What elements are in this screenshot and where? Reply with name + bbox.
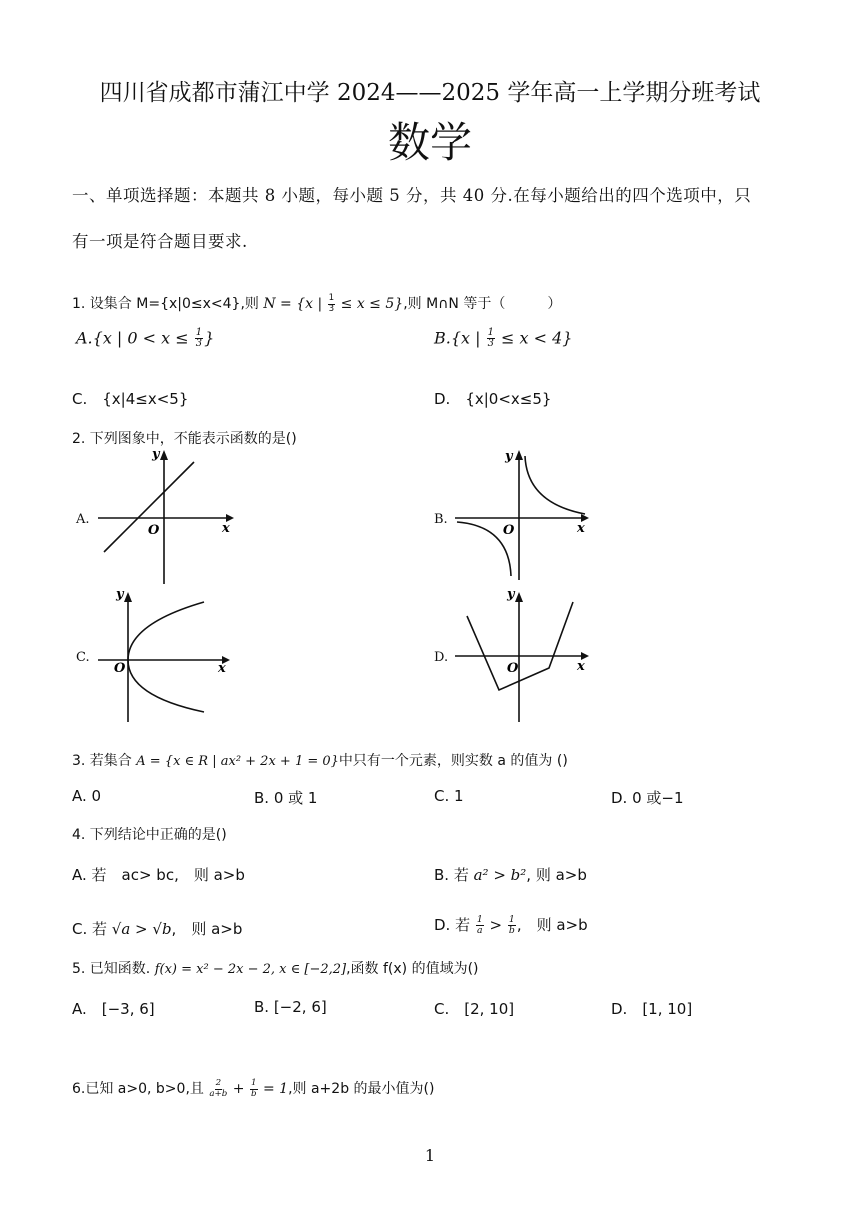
q2-option-d-label: D. xyxy=(434,650,449,665)
q3-option-a: A. 0 xyxy=(72,787,102,805)
q2-graph-b xyxy=(455,448,595,588)
q6-frac2 xyxy=(250,1079,258,1098)
graph-c-origin: O xyxy=(114,661,126,676)
question-3-stem xyxy=(72,750,568,770)
graph-b-y-label: y xyxy=(505,449,513,464)
q4-d-den2: b xyxy=(508,925,515,936)
question-4-stem: 4. 下列结论中正确的是() xyxy=(72,827,227,843)
q3-stem-math: A = {x ∈ R | ax² + 2x + 1 = 0} xyxy=(136,754,339,769)
q6-den1: a+b xyxy=(209,1088,228,1099)
q2-graph-d xyxy=(455,586,595,726)
graph-b-x-label: x xyxy=(577,521,585,536)
q1-option-b xyxy=(434,328,572,350)
q4-d-num1: 1 xyxy=(476,914,483,926)
q4-option-d-frac1 xyxy=(476,915,484,936)
q1-option-c: C. {x|4≤x<5} xyxy=(72,390,189,408)
q2-graph-c xyxy=(98,586,238,726)
q6-eq: = 1 xyxy=(258,1081,289,1097)
q4-d-den1: a xyxy=(477,925,483,936)
q1-option-a-left: A.{x | 0 < x ≤ xyxy=(76,328,194,348)
q5-stem-math: f(x) = x² − 2x − 2, x ∈ [−2,2] xyxy=(154,962,347,977)
q4-option-c-right: , 则 a>b xyxy=(171,920,243,938)
q4-d-gt: > xyxy=(484,916,507,934)
exam-title: 四川省成都市蒲江中学 2024——2025 学年高一上学期分班考试 xyxy=(99,80,761,106)
q4-option-b-right: , 则 a>b xyxy=(526,866,587,884)
q4-option-b-left: B. 若 xyxy=(434,866,474,884)
q1-frac-num: 1 xyxy=(328,293,335,304)
q3-option-c: C. 1 xyxy=(434,787,464,805)
q6-den2: b xyxy=(250,1088,257,1099)
graph-a-y-arrow xyxy=(160,450,168,460)
q3-stem-left: 3. 若集合 xyxy=(72,753,137,769)
graph-d-y-arrow xyxy=(515,592,523,602)
q1-option-b-right: ≤ x < 4} xyxy=(495,328,573,348)
q1-option-b-left: B.{x | xyxy=(434,328,486,348)
q1-n-set-left: N = {x | xyxy=(263,296,327,312)
graph-a-origin: O xyxy=(148,523,160,538)
q5-stem-right: ,函数 f(x) 的值域为() xyxy=(346,961,479,977)
graph-c-parabola xyxy=(128,602,204,712)
q4-option-d-left: D. 若 xyxy=(434,916,475,934)
q6-plus: + xyxy=(228,1081,249,1097)
question-5-stem xyxy=(72,958,479,978)
graph-b-upper-branch xyxy=(525,456,585,514)
q6-stem-right: ,则 a+2b 的最小值为() xyxy=(288,1081,435,1097)
q3-option-d: D. 0 或−1 xyxy=(611,789,684,807)
graph-d-y-label: y xyxy=(507,587,515,602)
q2-graph-a xyxy=(98,448,238,588)
q1-option-a-fraction xyxy=(195,328,203,350)
graph-d-origin: O xyxy=(507,661,519,676)
q4-option-d-right: , 则 a>b xyxy=(516,916,588,934)
question-2-stem: 2. 下列图象中，不能表示函数的是() xyxy=(72,431,297,447)
graph-b-origin: O xyxy=(503,523,515,538)
q4-option-b xyxy=(434,864,587,885)
q1-n-set-right: ≤ x ≤ 5} xyxy=(336,296,404,312)
page-number: 1 xyxy=(424,1146,436,1165)
graph-a-y-label: y xyxy=(152,447,160,462)
q2-option-b-label: B. xyxy=(434,512,448,527)
q3-stem-right: 中只有一个元素，则实数 a 的值为 () xyxy=(338,753,568,769)
q1-suffix: ,则 M∩N 等于（ ） xyxy=(403,296,562,312)
q6-frac1 xyxy=(209,1079,227,1098)
q1-option-b-fraction xyxy=(487,328,495,350)
q1-prefix: 1. 设集合 M={x|0≤x<4},则 xyxy=(72,296,264,312)
section-instructions-line1: 一、单项选择题：本题共 8 小题，每小题 5 分，共 40 分.在每小题给出的四个选项中，只 xyxy=(72,186,752,205)
q4-d-num2: 1 xyxy=(508,914,515,926)
q4-option-d xyxy=(434,914,588,936)
q1-option-d: D. {x|0<x≤5} xyxy=(434,390,552,408)
q5-stem-left: 5. 已知函数. xyxy=(72,961,155,977)
q1-a-frac-den: 3 xyxy=(195,338,203,350)
graph-c-y-arrow xyxy=(124,592,132,602)
q4-option-c xyxy=(72,918,242,939)
q5-option-c: C. [2, 10] xyxy=(434,1000,515,1018)
q1-a-frac-num: 1 xyxy=(195,327,203,338)
subject-title: 数学 xyxy=(387,118,472,167)
section-instructions-line2: 有一项是符合题目要求. xyxy=(72,232,248,251)
q4-option-a: A. 若 ac> bc, 则 a>b xyxy=(72,866,245,884)
q4-option-b-math: a² > b² xyxy=(473,866,527,884)
q6-stem-left: 6.已知 a>0, b>0,且 xyxy=(72,1081,209,1097)
q1-frac-den: 3 xyxy=(328,303,335,314)
q2-option-a-label: A. xyxy=(76,512,90,527)
q4-option-c-math: √a > √b xyxy=(111,920,172,938)
graph-c-y-label: y xyxy=(116,587,124,602)
q5-option-d: D. [1, 10] xyxy=(611,1000,693,1018)
q1-option-a-right: } xyxy=(204,328,215,348)
q6-num1: 2 xyxy=(215,1078,222,1089)
question-1-stem xyxy=(72,293,561,314)
graph-c-x-label: x xyxy=(218,661,226,676)
q4-option-c-left: C. 若 xyxy=(72,920,112,938)
graph-b-y-arrow xyxy=(515,450,523,460)
graph-a-x-label: x xyxy=(222,521,230,536)
q2-option-c-label: C. xyxy=(76,650,90,665)
question-6-stem xyxy=(72,1078,434,1099)
graph-d-polyline xyxy=(467,602,573,690)
q6-num2: 1 xyxy=(251,1078,257,1089)
q1-b-frac-num: 1 xyxy=(487,327,494,338)
q1-option-a xyxy=(76,328,214,350)
q5-option-b: B. [−2, 6] xyxy=(254,998,327,1016)
q3-option-b: B. 0 或 1 xyxy=(254,789,318,807)
q1-b-frac-den: 3 xyxy=(487,338,494,350)
q5-option-a: A. [−3, 6] xyxy=(72,1000,155,1018)
graph-d-x-label: x xyxy=(577,659,585,674)
graph-a-line xyxy=(104,462,194,552)
q1-fraction xyxy=(328,294,336,313)
q4-option-d-frac2 xyxy=(508,915,516,936)
